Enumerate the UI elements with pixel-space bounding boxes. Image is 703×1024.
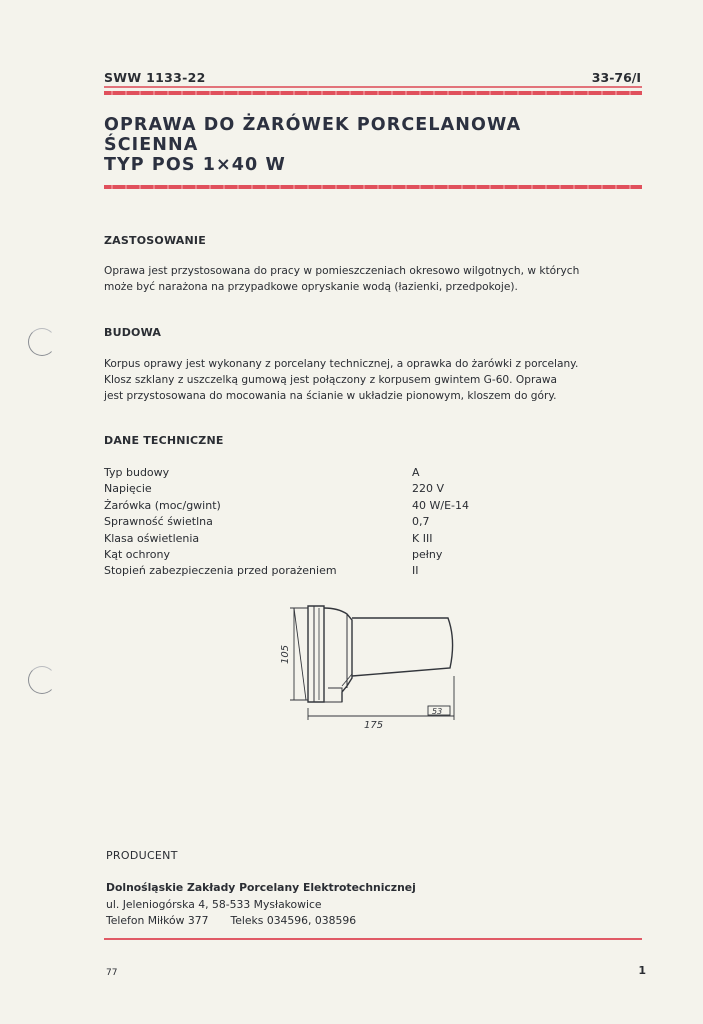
title-line: OPRAWA DO ŻARÓWEK PORCELANOWA bbox=[104, 115, 522, 135]
spec-row bbox=[104, 498, 469, 514]
spec-row bbox=[104, 531, 464, 547]
spec-value: 0,7 bbox=[412, 515, 430, 529]
text-line: Oprawa jest przystosowana do pracy w pomieszczeniach okresowo wilgotnych, w których bbox=[104, 265, 580, 277]
punch-hole-mark bbox=[28, 328, 56, 356]
dim-length-label: 175 bbox=[364, 720, 384, 731]
spec-row bbox=[104, 465, 464, 481]
drawing-globe-outline bbox=[352, 618, 453, 676]
lamp-technical-drawing bbox=[272, 596, 472, 734]
spec-row bbox=[104, 547, 464, 563]
producer-address: ul. Jeleniogórska 4, 58-533 Mysłakowice bbox=[106, 898, 322, 911]
producer-phone: Telefon Miłków 377 bbox=[106, 914, 209, 927]
title-red-band bbox=[104, 185, 642, 189]
spec-label: Klasa oświetlenia bbox=[104, 531, 200, 545]
dim-height-label: 105 bbox=[280, 644, 291, 664]
spec-table bbox=[104, 465, 469, 580]
spec-label: Typ budowy bbox=[104, 466, 170, 479]
spec-value: 220 V bbox=[412, 482, 445, 496]
punch-hole-mark bbox=[28, 666, 56, 694]
spec-value: II bbox=[412, 564, 419, 578]
page-number: 1 bbox=[638, 964, 646, 977]
text-line: może być narażona na przypadkowe opryskanie wodą (łazienki, przedpokoje). bbox=[104, 281, 518, 293]
text-line: Klosz szklany z uszczelką gumową jest połączony z korpusem gwintem G-60. Oprawa bbox=[104, 374, 557, 386]
spec-label: Napięcie bbox=[104, 482, 152, 496]
spec-value: pełny bbox=[412, 547, 443, 561]
footer-left-number: 77 bbox=[106, 968, 118, 978]
spec-row bbox=[104, 514, 464, 530]
text-line: jest przystosowana do mocowania na ścianie w układzie pionowym, kloszem do góry. bbox=[104, 390, 557, 402]
spec-label: Sprawność świetlna bbox=[104, 515, 213, 529]
producer-telex: Teleks 034596, 038596 bbox=[230, 914, 357, 927]
section-heading-budowa: BUDOWA bbox=[104, 326, 162, 339]
title-line: ŚCIENNA bbox=[104, 135, 199, 155]
spec-value: K III bbox=[412, 531, 433, 545]
text-line: Korpus oprawy jest wykonany z porcelany technicznej, a oprawka do żarówki z porcelany. bbox=[104, 358, 579, 370]
spec-row bbox=[104, 481, 464, 497]
producer-name: Dolnośląskie Zakłady Porcelany Elektrotechnicznej bbox=[106, 881, 416, 894]
producer-contact bbox=[106, 914, 356, 927]
zastosowanie-text bbox=[104, 263, 644, 295]
title-line: TYP POS 1×40 W bbox=[104, 155, 286, 175]
spec-label: Żarówka (moc/gwint) bbox=[104, 498, 221, 512]
spec-label: Stopień zabezpieczenia przed porażeniem bbox=[104, 564, 337, 578]
spec-value: 40 W/E-14 bbox=[412, 498, 469, 512]
section-heading-zastosowanie: ZASTOSOWANIE bbox=[104, 234, 206, 247]
spec-row bbox=[104, 563, 464, 579]
section-heading-dane-techniczne: DANE TECHNICZNE bbox=[104, 434, 224, 447]
producer-heading: PRODUCENT bbox=[106, 849, 178, 862]
footer-rule bbox=[104, 938, 642, 940]
drawing-base-plate bbox=[308, 606, 324, 702]
spec-value: A bbox=[412, 466, 420, 479]
budowa-text bbox=[104, 356, 644, 404]
standard-code: SWW 1133-22 bbox=[104, 70, 206, 85]
header-rule bbox=[104, 86, 642, 88]
product-title bbox=[104, 115, 521, 175]
header-red-band bbox=[104, 91, 642, 95]
spec-label: Kąt ochrony bbox=[104, 547, 171, 561]
scale-box-label: 53 bbox=[432, 707, 443, 716]
catalog-number: 33-76/I bbox=[591, 70, 641, 85]
